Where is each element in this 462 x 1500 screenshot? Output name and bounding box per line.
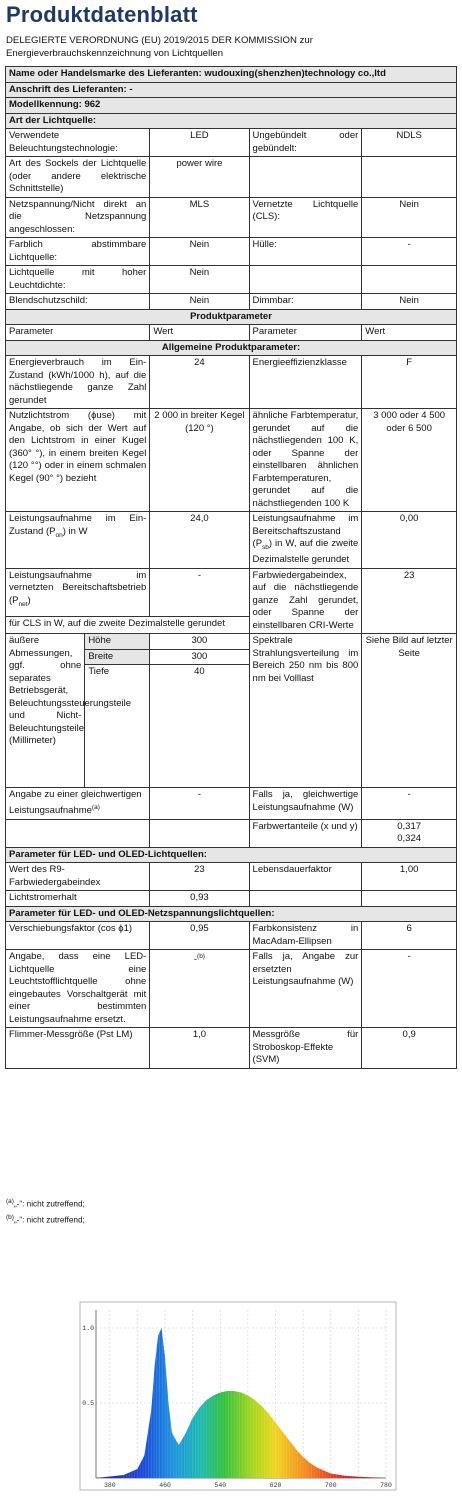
- label-directional: Ungebündelt oder gebündelt:: [249, 129, 362, 157]
- supplier-row: Name oder Handelsmarke des Lieferanten: wudouxing(shenzhen)technology co.,ltd: [6, 67, 457, 83]
- value-stroboscopic: 0,9: [362, 1028, 457, 1069]
- net-text-b: ): [27, 594, 31, 606]
- label-width: Breite: [85, 649, 150, 665]
- footnote-b: [6, 1214, 85, 1225]
- label-stroboscopic: Messgröße für Stroboskop-Effekte (SVM): [249, 1028, 362, 1069]
- label-cls-decimal: für CLS in W, auf die zweite Dezimalstelle gerundet: [6, 617, 250, 634]
- label-flicker: Flimmer-Messgröße (Pst LM): [6, 1028, 150, 1069]
- x-tick-label: 620: [269, 1482, 282, 1489]
- empty-cell: [150, 819, 249, 847]
- footnote-b-mark: (b): [6, 1214, 14, 1221]
- on-power-sub: on: [55, 531, 63, 539]
- col-header-param: Parameter: [6, 325, 150, 341]
- label-depth: Tiefe: [88, 666, 110, 678]
- x-tick-label: 700: [324, 1482, 337, 1489]
- value-chromaticity-y: 0,324: [397, 833, 422, 845]
- footnote-a-mark: (a): [6, 1198, 14, 1205]
- label-efficiency-class: Energieeffizienzklasse: [249, 356, 362, 409]
- label-equivalent: [6, 788, 150, 819]
- page-title: Produktdatenblatt: [6, 2, 198, 27]
- value-replacement: [150, 950, 249, 1028]
- value-efficiency-class: F: [362, 356, 457, 409]
- standby-sub: sb: [262, 543, 269, 551]
- empty-cell: [6, 819, 150, 847]
- datasheet-table: [5, 66, 457, 1069]
- empty-cell: [362, 891, 457, 907]
- value-r9: 23: [150, 863, 249, 891]
- label-standby-power: [249, 512, 362, 569]
- footnote-a: [6, 1198, 85, 1209]
- value-standby-power: 0,00: [362, 512, 457, 569]
- equivalent-text: Angabe zu einer gleichwertigen Leistungsaufnahme: [9, 789, 142, 817]
- type-header: Art der Lichtquelle:: [6, 113, 457, 129]
- label-cct: ähnliche Farbtemperatur, gerundet auf die nächstliegenden 100 K, oder Spanne der einstellbaren ähnlichen Farbtemperaturen, gerundet auf die nächstliegenden 100 K: [249, 409, 362, 512]
- value-survival-factor: 1,00: [362, 863, 457, 891]
- value-antiglare: Nein: [150, 294, 249, 310]
- equivalent-sup: (a): [91, 803, 100, 811]
- x-tick-label: 460: [159, 1482, 171, 1489]
- value-chromaticity-x: 0,317: [397, 820, 422, 832]
- value-cls: Nein: [362, 197, 457, 238]
- regulation-subtitle: [6, 34, 456, 60]
- value-dimmable: Nein: [362, 294, 457, 310]
- value-networked-standby: -: [150, 568, 249, 617]
- col-header-value-2: Wert: [362, 325, 457, 341]
- label-mains: Netzspannung/Nicht direkt an die Netzspannung angeschlossen:: [6, 197, 150, 238]
- label-spectrum: Spektrale Strahlungsverteilung im Bereich 250 nm bis 800 nm bei Volllast: [249, 634, 362, 788]
- label-survival-factor: Lebensdauerfaktor: [249, 863, 362, 891]
- x-tick-label: 380: [103, 1482, 116, 1489]
- x-tick-label: 780: [380, 1482, 392, 1489]
- address-row: Anschrift des Lieferanten: -: [6, 82, 457, 98]
- label-replacement: Angabe, dass eine LED-Lichtquelle eine Leuchtstofflichtquelle ohne eingebautes Vorschaltgerät mit einer bestimmten Leistungsaufnahme ersetzt.: [6, 950, 150, 1028]
- label-height: Höhe: [85, 634, 150, 649]
- empty-cell: [249, 266, 362, 294]
- on-power-text-a: Leistungsaufnahme im Ein-Zustand (P: [9, 513, 147, 537]
- label-replaced-power: Falls ja, Angabe zur ersetzten Leistungsaufnahme (W): [249, 950, 362, 1028]
- subtitle-line-1: DELEGIERTE VERORDNUNG (EU) 2019/2015 DER KOMMISSION zur: [6, 35, 313, 46]
- value-width: 300: [150, 650, 248, 666]
- subtitle-line-2: Energieverbrauchskennzeichnung von Lichtquellen: [6, 48, 224, 59]
- empty-cell: [249, 891, 362, 907]
- value-luminous-flux: 2 000 in breiter Kegel (120 °): [150, 409, 249, 512]
- replacement-value: -: [193, 954, 198, 966]
- value-mains: MLS: [150, 197, 249, 238]
- value-color-consistency: 6: [362, 922, 457, 950]
- label-socket: Art des Sockels der Lichtquelle (oder andere elektrische Schnittstelle): [6, 157, 150, 198]
- value-high-luminance: Nein: [150, 266, 249, 294]
- empty-cell: [362, 266, 457, 294]
- value-on-power: 24,0: [150, 512, 249, 569]
- dimensions-values-cell: [150, 634, 249, 788]
- label-envelope: Hülle:: [249, 238, 362, 266]
- value-cri: 23: [362, 568, 457, 634]
- value-envelope: -: [362, 238, 457, 266]
- label-luminous-flux: Nutzlichtstrom (ϕuse) mit Angabe, ob sich der Wert auf den Lichtstrom in einer Kugel (360° °), in einem breiten Kegel (120 °°) oder in einem schmalen Kegel (90° °) bezieht: [6, 409, 150, 512]
- y-tick-label: 0.5: [82, 1400, 94, 1407]
- standby-text-a: Leistungsaufnahme im Bereitschaftszustand (P: [252, 513, 359, 549]
- label-high-luminance: Lichtquelle mit hoher Leuchtdichte:: [6, 266, 150, 294]
- value-directional: NDLS: [362, 129, 457, 157]
- x-tick-label: 540: [214, 1482, 227, 1489]
- value-displacement: 0,95: [150, 922, 249, 950]
- col-header-value: Wert: [150, 325, 249, 341]
- label-chromaticity: Farbwertanteile (x und y): [249, 819, 362, 847]
- dimensions-subtable: [6, 634, 149, 787]
- net-sub: net: [18, 600, 28, 608]
- value-equivalent-w: -: [362, 788, 457, 819]
- label-energy: Energieverbrauch im Ein-Zustand (kWh/1000 h), auf die nächstliegende ganze Zahl gerundet: [6, 356, 150, 409]
- on-power-text-b: ) in W: [62, 525, 88, 537]
- footnote-b-text: „-“: nicht zutreffend;: [13, 1215, 85, 1225]
- value-technology: LED: [150, 129, 249, 157]
- value-socket: power wire: [150, 157, 249, 198]
- label-r9: Wert des R9-Farbwiedergabeindex: [6, 863, 150, 891]
- replacement-sup: (b): [197, 953, 205, 961]
- footnote-a-text: „-“: nicht zutreffend;: [13, 1199, 85, 1209]
- value-height: 300: [150, 634, 248, 650]
- label-tunable: Farblich abstimmbare Lichtquelle:: [6, 238, 150, 266]
- net-text-a: Leistungsaufnahme im vernetzten Bereitschaftsbetrieb (P: [9, 569, 147, 606]
- label-color-consistency: Farbkonsistenz in MacAdam-Ellipsen: [249, 922, 362, 950]
- value-spectrum: Siehe Bild auf letzter Seite: [362, 634, 457, 788]
- value-depth: 40: [194, 666, 205, 678]
- label-cri: Farbwiedergabeindex, auf die nächstliegende ganze Zahl gerundet, oder Spanne der einstellbaren CRI-Werte: [249, 568, 362, 634]
- col-header-param-2: Parameter: [249, 325, 362, 341]
- label-displacement: Verschiebungsfaktor (cos ϕ1): [6, 922, 150, 950]
- label-technology: Verwendete Beleuchtungstechnologie:: [6, 129, 150, 157]
- label-on-power: [6, 512, 150, 569]
- label-cls: Vernetzte Lichtquelle (CLS):: [249, 197, 362, 238]
- model-row: Modellkennung: 962: [6, 98, 457, 114]
- spectrum-chart: [80, 1302, 396, 1490]
- y-tick-label: 1.0: [82, 1325, 94, 1332]
- value-tunable: Nein: [150, 238, 249, 266]
- dimensions-cell: [6, 634, 150, 788]
- empty-cell: [362, 157, 457, 198]
- label-networked-standby: [6, 568, 150, 617]
- standby-text-b: ) in W, auf die zweite Dezimalstelle gerundet: [252, 538, 359, 566]
- value-replaced-power: -: [362, 950, 457, 1028]
- mains-params-header: Parameter für LED- und OLED-Netzspannungslichtquellen:: [6, 906, 457, 922]
- empty-cell: [249, 157, 362, 198]
- value-equivalent: -: [150, 788, 249, 819]
- label-dimmable: Dimmbar:: [249, 294, 362, 310]
- label-dimensions: äußere Abmessungen, ggf. ohne separates Betriebsgerät, Beleuchtungssteuerungsteile und Nicht-Beleuchtungsteile (Millimeter): [6, 634, 85, 787]
- product-params-header: Produktparameter: [6, 309, 457, 325]
- led-params-header: Parameter für LED- und OLED-Lichtquellen:: [6, 847, 457, 863]
- value-chromaticity: [362, 819, 457, 847]
- value-cct: 3 000 oder 4 500 oder 6 500: [362, 409, 457, 512]
- value-flicker: 1,0: [150, 1028, 249, 1069]
- label-antiglare: Blendschutzschild:: [6, 294, 150, 310]
- value-lumen-maintenance: 0,93: [150, 891, 249, 907]
- label-equivalent-w: Falls ja, gleichwertige Leistungsaufnahme (W): [249, 788, 362, 819]
- general-params-header: Allgemeine Produktparameter:: [6, 340, 457, 356]
- value-energy: 24: [150, 356, 249, 409]
- label-lumen-maintenance: Lichtstromerhalt: [6, 891, 150, 907]
